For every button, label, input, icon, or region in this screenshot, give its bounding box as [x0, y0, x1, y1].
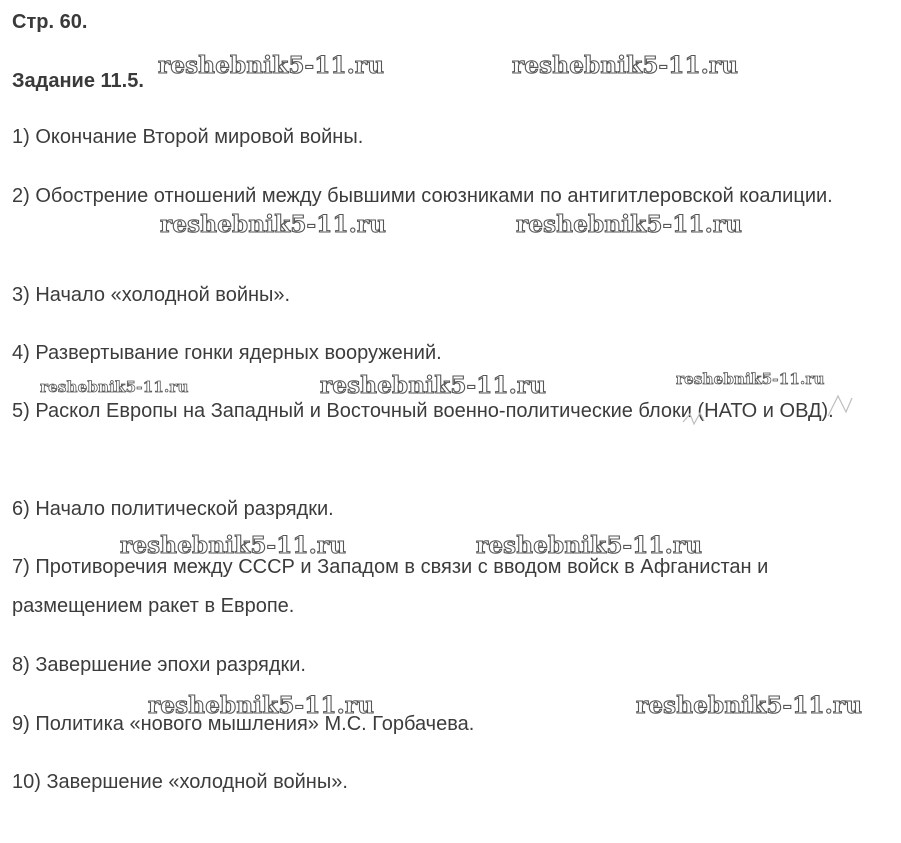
watermark: reshebnik5-11.ru — [476, 532, 703, 559]
list-item-4: 4) Развертывание гонки ядерных вооружений. — [12, 342, 442, 364]
list-item-2: 2) Обострение отношений между бывшими союзниками по антигитлеровской коалиции. — [12, 185, 833, 207]
list-item-6: 6) Начало политической разрядки. — [12, 498, 334, 520]
list-item-5: 5) Раскол Европы на Западный и Восточный военно-политические блоки (НАТО и ОВД). — [12, 400, 834, 422]
list-item-10: 10) Завершение «холодной войны». — [12, 771, 348, 793]
page-header: Стр. 60. — [12, 11, 88, 33]
watermark: reshebnik5-11.ru — [160, 211, 387, 238]
watermark: reshebnik5-11.ru — [320, 372, 547, 399]
watermark: reshebnik5-11.ru — [158, 52, 385, 79]
watermark: reshebnik5-11.ru — [516, 211, 743, 238]
list-item-8: 8) Завершение эпохи разрядки. — [12, 654, 306, 676]
list-item-9: 9) Политика «нового мышления» М.С. Горбачева. — [12, 713, 475, 735]
watermark: reshebnik5-11.ru — [676, 370, 825, 388]
task-title: Задание 11.5. — [12, 70, 144, 92]
watermark: reshebnik5-11.ru — [120, 532, 347, 559]
watermark: reshebnik5-11.ru — [512, 52, 739, 79]
watermark: reshebnik5-11.ru — [40, 378, 189, 396]
list-item-7: 7) Противоречия между СССР и Западом в связи с вводом войск в Афганистан и размещением ракет в Европе. — [12, 556, 769, 617]
watermark: reshebnik5-11.ru — [148, 692, 375, 719]
list-item-3: 3) Начало «холодной войны». — [12, 284, 291, 306]
watermark: reshebnik5-11.ru — [636, 692, 863, 719]
list-item-1: 1) Окончание Второй мировой войны. — [12, 126, 364, 148]
